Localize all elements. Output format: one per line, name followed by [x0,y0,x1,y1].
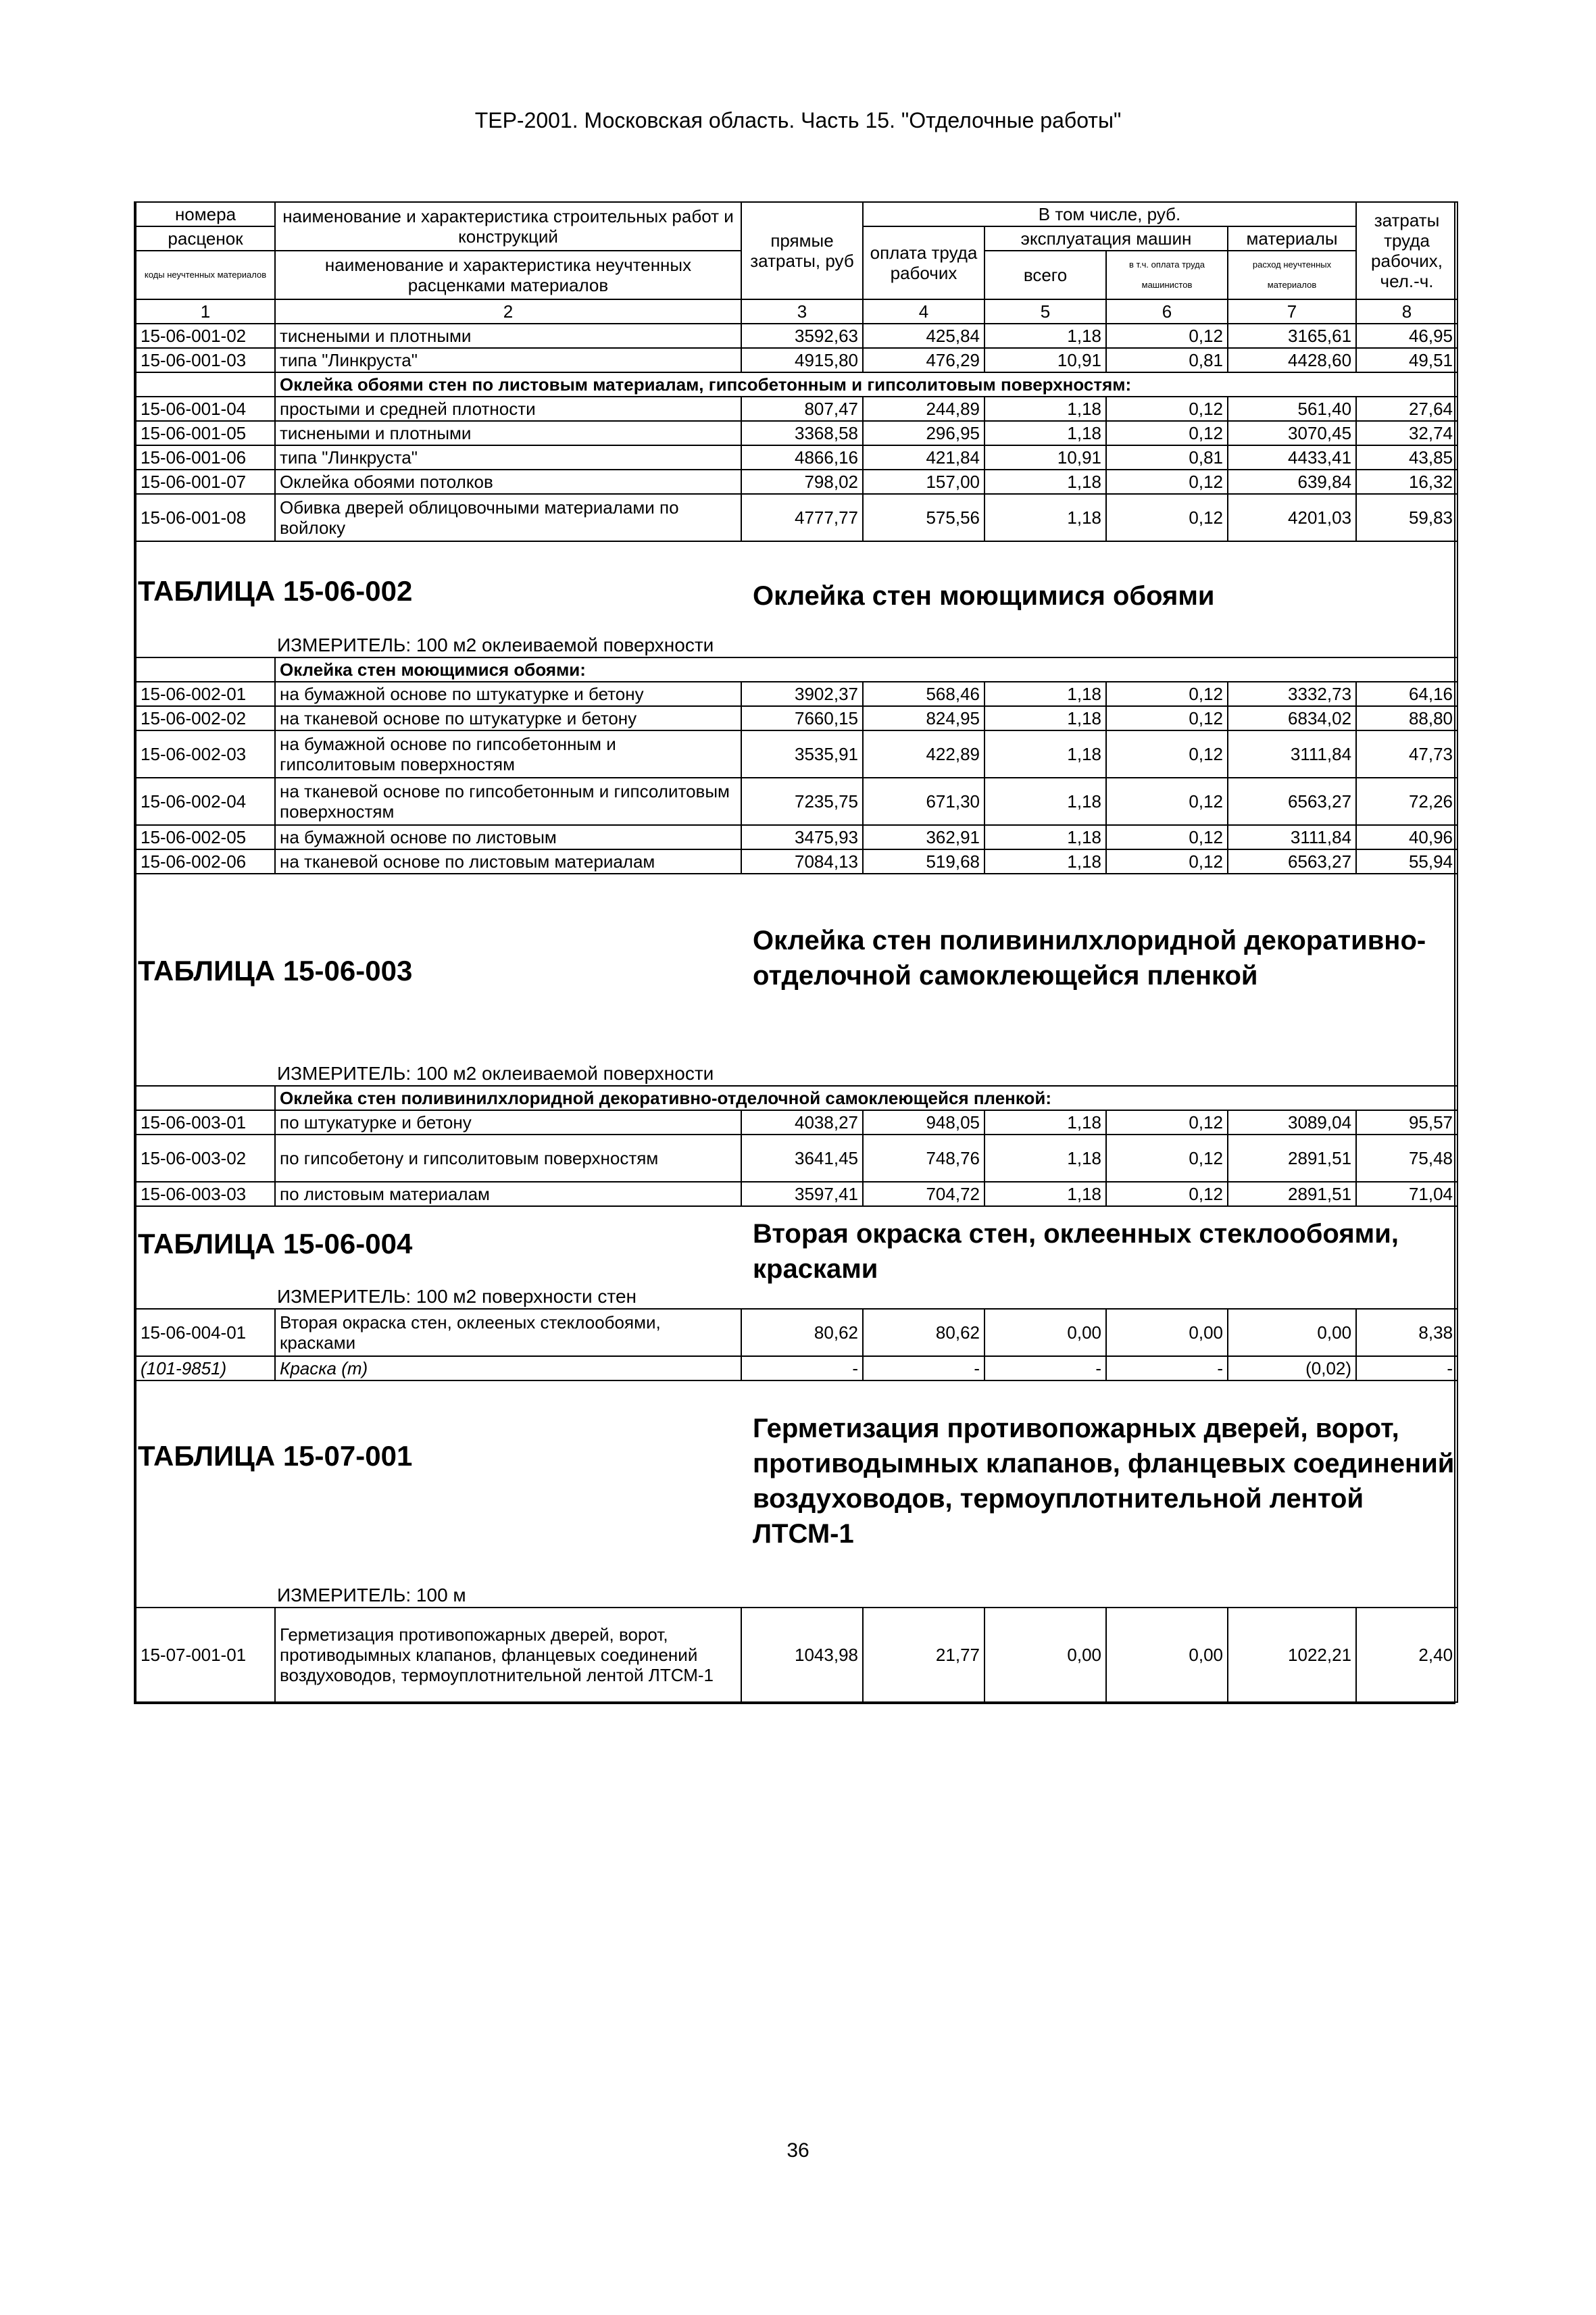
table-measure: ИЗМЕРИТЕЛЬ: 100 м2 оклеиваемой поверхности [277,634,714,655]
table-title-row [136,874,1457,1086]
rate-name: Оклейка обоями потолков [275,470,741,494]
machines-total: 1,18 [984,1110,1106,1135]
rate-code: 15-06-003-01 [136,1110,275,1135]
col-num: 2 [275,299,741,324]
materials-cost: 639,84 [1228,470,1356,494]
machinists-pay: 0,00 [1106,1608,1228,1702]
table-code: ТАБЛИЦА 15-06-002 [138,575,413,607]
direct-cost: 4777,77 [741,494,863,541]
direct-cost: 4915,80 [741,348,863,372]
labor-hours: 49,51 [1356,348,1457,372]
col-num: 1 [136,299,275,324]
machinists-pay: 0,12 [1106,682,1228,706]
table-measure: ИЗМЕРИТЕЛЬ: 100 м2 оклеиваемой поверхности [277,1063,714,1084]
labor-hours: - [1356,1356,1457,1380]
labor-pay: 948,05 [863,1110,984,1135]
rate-code: 15-06-003-02 [136,1135,275,1182]
materials-cost: 3332,73 [1228,682,1356,706]
rate-name: на тканевой основе по штукатурке и бетону [275,706,741,730]
materials-cost: 6563,27 [1228,778,1356,825]
machines-total: 10,91 [984,348,1106,372]
col-num: 4 [863,299,984,324]
table-row [136,778,1457,825]
machines-total: 1,18 [984,397,1106,421]
labor-hours: 88,80 [1356,706,1457,730]
labor-pay: 748,76 [863,1135,984,1182]
col-header-name: наименование и характеристика строительных работ и конструкций [275,202,741,251]
table-title-cell [136,1206,1457,1309]
machinists-pay: 0,00 [1106,1309,1228,1356]
rate-name: тиснеными и плотными [275,324,741,348]
col-header-labor: затраты труда рабочих, чел.-ч. [1356,202,1457,299]
materials-cost: 3165,61 [1228,324,1356,348]
labor-pay: 425,84 [863,324,984,348]
rate-name: Краска (т) [275,1356,741,1380]
rate-code: 15-06-002-06 [136,849,275,874]
rate-code: 15-06-001-05 [136,421,275,445]
table-row [136,1309,1457,1356]
labor-hours: 55,94 [1356,849,1457,874]
table-title-row [136,1206,1457,1309]
materials-cost: 0,00 [1228,1309,1356,1356]
rate-name: по листовым материалам [275,1182,741,1206]
col-header-materials: материалы [1228,226,1356,251]
machines-total: 1,18 [984,730,1106,778]
rate-name: Герметизация противопожарных дверей, ворот, противодымных клапанов, фланцевых соединений воздуховодов, термоуплотнительной лентой ЛТСМ-1 [275,1608,741,1702]
direct-cost: 7084,13 [741,849,863,874]
page-header: ТЕР-2001. Московская область. Часть 15. "Отделочные работы" [474,108,1122,132]
materials-cost: 3111,84 [1228,825,1356,849]
rates-sheet [134,201,1455,1704]
materials-cost: 2891,51 [1228,1182,1356,1206]
machinists-pay: - [1106,1356,1228,1380]
direct-cost: 80,62 [741,1309,863,1356]
rate-name: на бумажной основе по штукатурке и бетону [275,682,741,706]
table-measure: ИЗМЕРИТЕЛЬ: 100 м2 поверхности стен [277,1286,637,1307]
machinists-pay: 0,12 [1106,849,1228,874]
machinists-pay: 0,12 [1106,1182,1228,1206]
direct-cost: 3641,45 [741,1135,863,1182]
rate-name: на бумажной основе по гипсобетонным и гипсолитовым поверхностям [275,730,741,778]
blank-cell [136,657,275,682]
labor-pay: 244,89 [863,397,984,421]
table-row [136,348,1457,372]
labor-hours: 59,83 [1356,494,1457,541]
materials-cost: 2891,51 [1228,1135,1356,1182]
rate-code: 15-06-002-05 [136,825,275,849]
machines-total: 1,18 [984,1135,1106,1182]
labor-pay: 80,62 [863,1309,984,1356]
table-title: Оклейка стен поливинилхлоридной декоративно-отделочной самоклеющейся пленкой [753,926,1426,991]
machinists-pay: 0,12 [1106,1110,1228,1135]
machinists-pay: 0,12 [1106,421,1228,445]
rate-name: по гипсобетону и гипсолитовым поверхностям [275,1135,741,1182]
direct-cost: 3368,58 [741,421,863,445]
direct-cost: - [741,1356,863,1380]
table-row [136,1182,1457,1206]
machinists-pay: 0,12 [1106,494,1228,541]
direct-cost: 7235,75 [741,778,863,825]
materials-cost: 6834,02 [1228,706,1356,730]
table-title: Оклейка стен моющимися обоями [753,581,1215,611]
machines-total: 1,18 [984,470,1106,494]
machinists-pay: 0,12 [1106,778,1228,825]
labor-pay: 422,89 [863,730,984,778]
table-row [136,1356,1457,1380]
machines-total: 1,18 [984,494,1106,541]
section-heading: Оклейка стен поливинилхлоридной декоративно-отделочной самоклеющейся пленкой: [275,1086,1457,1110]
col-header-group: В том числе, руб. [863,202,1356,226]
table-title-row [136,541,1457,657]
machines-total: 0,00 [984,1309,1106,1356]
rate-code: 15-06-001-07 [136,470,275,494]
machinists-pay: 0,12 [1106,324,1228,348]
page-number: 36 [787,2139,809,2162]
materials-cost: (0,02) [1228,1356,1356,1380]
col-header-machines: эксплуатация машин [984,226,1228,251]
labor-pay: 671,30 [863,778,984,825]
col-num: 5 [984,299,1106,324]
rate-name: типа "Линкруста" [275,348,741,372]
rate-code: 15-06-001-04 [136,397,275,421]
table-row [136,849,1457,874]
direct-cost: 7660,15 [741,706,863,730]
direct-cost: 807,47 [741,397,863,421]
table-title-cell [136,874,1457,1086]
labor-pay: 157,00 [863,470,984,494]
materials-cost: 6563,27 [1228,849,1356,874]
machines-total: 1,18 [984,778,1106,825]
rate-code: 15-06-002-02 [136,706,275,730]
col-num: 6 [1106,299,1228,324]
rate-name: на бумажной основе по листовым [275,825,741,849]
section-heading: Оклейка обоями стен по листовым материалам, гипсобетонным и гипсолитовым поверхностям: [275,372,1457,397]
machinists-pay: 0,12 [1106,825,1228,849]
materials-cost: 561,40 [1228,397,1356,421]
rate-name: тиснеными и плотными [275,421,741,445]
table-measure: ИЗМЕРИТЕЛЬ: 100 м [277,1585,466,1605]
rate-code: 15-06-004-01 [136,1309,275,1356]
labor-hours: 2,40 [1356,1608,1457,1702]
table-row [136,1135,1457,1182]
labor-hours: 64,16 [1356,682,1457,706]
machines-total: 1,18 [984,849,1106,874]
direct-cost: 4866,16 [741,445,863,470]
col-header-total: всего [984,251,1106,299]
table-row [136,324,1457,348]
direct-cost: 3597,41 [741,1182,863,1206]
direct-cost: 4038,27 [741,1110,863,1135]
machines-total: 1,18 [984,825,1106,849]
direct-cost: 3592,63 [741,324,863,348]
rate-code: 15-06-003-03 [136,1182,275,1206]
machines-total: 1,18 [984,706,1106,730]
rate-code: 15-06-002-04 [136,778,275,825]
machines-total: 1,18 [984,1182,1106,1206]
table-row [136,706,1457,730]
table-code: ТАБЛИЦА 15-06-003 [138,955,413,987]
labor-hours: 72,26 [1356,778,1457,825]
labor-hours: 46,95 [1356,324,1457,348]
machinists-pay: 0,81 [1106,445,1228,470]
machines-total: 1,18 [984,324,1106,348]
blank-cell [136,1086,275,1110]
table-row [136,397,1457,421]
table-row [136,1110,1457,1135]
materials-cost: 4428,60 [1228,348,1356,372]
col-header-rates: расценок [136,226,275,251]
col-num: 3 [741,299,863,324]
table-title: Вторая окраска стен, оклеенных стеклообоями, красками [753,1219,1399,1284]
labor-hours: 75,48 [1356,1135,1457,1182]
table-row [136,1608,1457,1702]
materials-cost: 4433,41 [1228,445,1356,470]
direct-cost: 3475,93 [741,825,863,849]
materials-cost: 3070,45 [1228,421,1356,445]
col-header-consumption: расход неучтенных материалов [1228,251,1356,299]
rate-name: типа "Линкруста" [275,445,741,470]
materials-cost: 3111,84 [1228,730,1356,778]
machinists-pay: 0,12 [1106,706,1228,730]
rate-code: 15-06-002-01 [136,682,275,706]
table-row [136,682,1457,706]
table-title-cell [136,1380,1457,1608]
rate-code: 15-06-001-08 [136,494,275,541]
direct-cost: 3535,91 [741,730,863,778]
col-header-codes: коды неучтенных материалов [136,251,275,299]
rate-name: по штукатурке и бетону [275,1110,741,1135]
machinists-pay: 0,12 [1106,470,1228,494]
table-row [136,470,1457,494]
labor-pay: 824,95 [863,706,984,730]
rate-code: 15-06-001-06 [136,445,275,470]
labor-pay: 568,46 [863,682,984,706]
materials-cost: 3089,04 [1228,1110,1356,1135]
column-number-row [136,299,1457,324]
col-num: 7 [1228,299,1356,324]
labor-pay: 21,77 [863,1608,984,1702]
direct-cost: 798,02 [741,470,863,494]
labor-pay: 296,95 [863,421,984,445]
machinists-pay: 0,12 [1106,730,1228,778]
table-title-row [136,1380,1457,1608]
rate-name: Вторая окраска стен, оклееных стеклообоями, красками [275,1309,741,1356]
direct-cost: 1043,98 [741,1608,863,1702]
machinists-pay: 0,81 [1106,348,1228,372]
labor-hours: 47,73 [1356,730,1457,778]
section-row [136,657,1457,682]
col-header-machinists: в т.ч. оплата труда машинистов [1106,251,1228,299]
machines-total: 1,18 [984,682,1106,706]
materials-cost: 4201,03 [1228,494,1356,541]
rate-code: 15-06-002-03 [136,730,275,778]
col-header-number: номера [136,202,275,226]
rate-name: Обивка дверей облицовочными материалами по войлоку [275,494,741,541]
section-heading: Оклейка стен моющимися обоями: [275,657,1457,682]
rate-code: (101-9851) [136,1356,275,1380]
labor-hours: 27,64 [1356,397,1457,421]
rates-table [135,201,1458,1703]
rate-name: на тканевой основе по листовым материалам [275,849,741,874]
table-code: ТАБЛИЦА 15-07-001 [138,1440,413,1472]
labor-pay: 704,72 [863,1182,984,1206]
labor-hours: 40,96 [1356,825,1457,849]
col-num: 8 [1356,299,1457,324]
rate-code: 15-06-001-03 [136,348,275,372]
table-row [136,421,1457,445]
blank-cell [136,372,275,397]
machines-total: - [984,1356,1106,1380]
labor-pay: 362,91 [863,825,984,849]
machinists-pay: 0,12 [1106,397,1228,421]
labor-hours: 16,32 [1356,470,1457,494]
labor-pay: 575,56 [863,494,984,541]
labor-pay: 476,29 [863,348,984,372]
table-row [136,445,1457,470]
labor-hours: 43,85 [1356,445,1457,470]
table-title: Герметизация противопожарных дверей, ворот, противодымных клапанов, фланцевых соединений воздуховодов, термоуплотнительной лентой ЛТСМ-1 [753,1414,1455,1549]
labor-hours: 95,57 [1356,1110,1457,1135]
labor-hours: 32,74 [1356,421,1457,445]
section-row [136,372,1457,397]
table-code: ТАБЛИЦА 15-06-004 [138,1228,413,1260]
labor-pay: 519,68 [863,849,984,874]
machinists-pay: 0,12 [1106,1135,1228,1182]
labor-hours: 8,38 [1356,1309,1457,1356]
col-header-direct: прямые затраты, руб [741,202,863,299]
rate-name: простыми и средней плотности [275,397,741,421]
rate-code: 15-06-001-02 [136,324,275,348]
labor-hours: 71,04 [1356,1182,1457,1206]
machines-total: 10,91 [984,445,1106,470]
table-row [136,825,1457,849]
labor-pay: 421,84 [863,445,984,470]
col-header-pay: оплата труда рабочих [863,226,984,299]
table-row [136,494,1457,541]
table-row [136,730,1457,778]
direct-cost: 3902,37 [741,682,863,706]
machines-total: 1,18 [984,421,1106,445]
rate-code: 15-07-001-01 [136,1608,275,1702]
table-title-cell [136,541,1457,657]
labor-pay: - [863,1356,984,1380]
rate-name: на тканевой основе по гипсобетонным и гипсолитовым поверхностям [275,778,741,825]
section-row [136,1086,1457,1110]
col-header-unaccounted: наименование и характеристика неучтенных расценками материалов [275,251,741,299]
machines-total: 0,00 [984,1608,1106,1702]
materials-cost: 1022,21 [1228,1608,1356,1702]
